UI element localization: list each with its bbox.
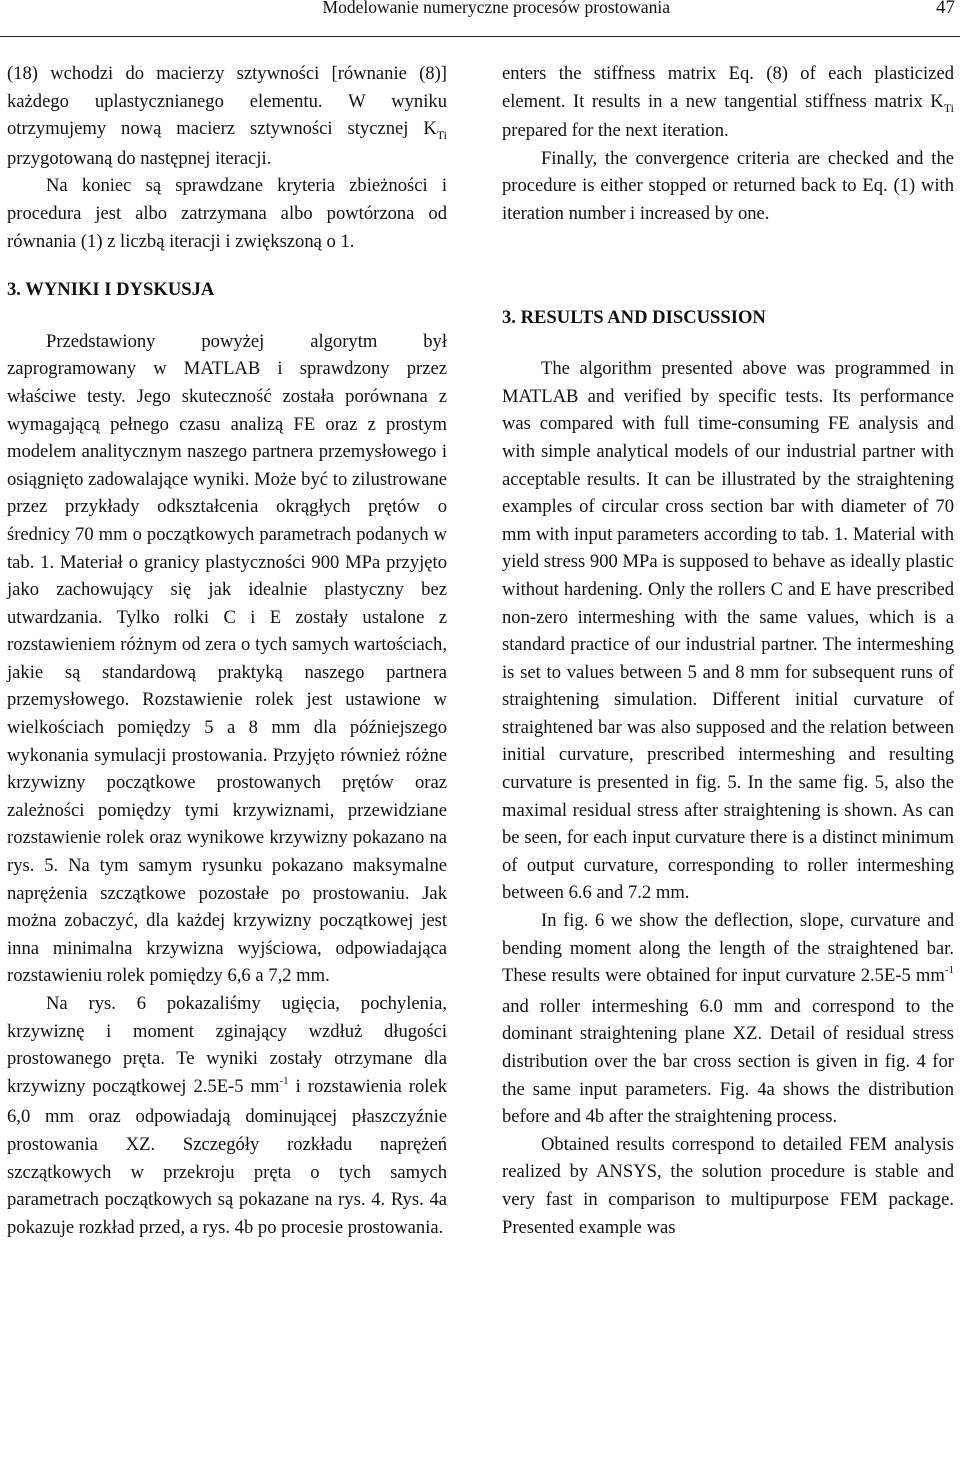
page-number: 47 (936, 0, 955, 18)
en-intro-p1-text-a: enters the stiffness matrix Eq. (8) of each plasticized element. It results in a new tangential stiffness matrix K (502, 63, 954, 112)
running-title: Modelowanie numeryczne procesów prostowania (322, 0, 670, 17)
pl-results-p2-text-b: i rozstawienia rolek 6,0 mm oraz odpowiadają dominującej płaszczyźnie prostowania XZ. Szczegóły rozkładu naprężeń szczątkowych w przekroju pręta o tych samych parametrach początkowych są pokazane na rys. 4. Rys. 4a pokazuje rozkład przed, a rys. 4b po procesie prostowania. (7, 1075, 447, 1238)
pl-results-p2-text-a: Na rys. 6 pokazaliśmy ugięcia, pochylenia, krzywiznę i moment zginający wzdłuż długości prostowanego pręta. Te wyniki zostały otrzymane dla krzywizny początkowej 2.5E-5 mm (7, 993, 447, 1097)
en-results-p2-text-a: In fig. 6 we show the deflection, slope, curvature and bending moment along the length of the straightened bar. These results were obtained for input curvature 2.5E-5 mm (502, 910, 954, 987)
en-section-heading: 3. RESULTS AND DISCUSSION (502, 306, 766, 328)
en-results-paragraph-1: The algorithm presented above was programmed in MATLAB and verified by specific tests. Its performance was compared with full time-consuming FE analysis and with simple analytical models of our industrial partner with acceptable results. It can be illustrated by the straightening examples of circular cross section bar with diameter of 70 mm with input parameters according to tab. 1. Material with yield stress 900 MPa is supposed to behave as ideally plastic without hardening. Only the rollers C and E have prescribed non-zero intermeshing with the same values, which is a standard practice of our industrial partner. The intermeshing is set to values between 5 and 8 mm for subsequent runs of straightening simulation. Different initial curvature of straightened bar was also supposed and the relation between initial curvature, prescribed intermeshing and resulting curvature is presented in fig. 5. In the same fig. 5, also the maximal residual stress after straightening is shown. As can be seen, for each input curvature there is a distinct minimum of output curvature, corresponding to roller intermeshing between 6.6 and 7.2 mm. (502, 358, 954, 904)
polish-column (7, 60, 447, 1241)
en-results-p2-text-b: and roller intermeshing 6.0 mm and correspond to the dominant straightening plane XZ. Detail of residual stress distribution over the bar cross section is given in fig. 4 for the same input parameters. Fig. 4a shows the distribution before and 4b after the straightening process. (502, 995, 954, 1128)
pl-section-heading: 3. WYNIKI I DYSKUSJA (7, 279, 215, 301)
en-intro-p1-text-b: prepared for the next iteration. (502, 120, 729, 142)
pl-intro-p1-text-a: (18) wchodzi do macierzy sztywności [równanie (8)] każdego uplastycznianego elementu. W wyniku otrzymujemy nową macierz sztywności stycznej K (7, 63, 447, 140)
pl-intro-paragraph-2: Na koniec są sprawdzane kryteria zbieżności i procedura jest albo zatrzymana albo powtórzona od równania (1) z liczbą iteracji i zwiększoną o 1. (7, 175, 447, 252)
pl-intro-p1-text-b: przygotowaną do następnej iteracji. (7, 147, 272, 169)
pl-intro-p1-subscript: Ti (436, 128, 447, 143)
page-header (0, 0, 960, 37)
pl-results-paragraph-1: Przedstawiony powyżej algorytm był zaprogramowany w MATLAB i sprawdzony przez właściwe testy. Jego skuteczność została porównana z wymagającą pełnego czasu analizą FE oraz z prostym modelem analitycznym naszego partnera przemysłowego i osiągnięto zadowalające wyniki. Może być to zilustrowane przez przykłady odkształcenia okrągłych prętów o średnicy 70 mm o początkowych parametrach podanych w tab. 1. Materiał o granicy plastyczności 900 MPa przyjęto jako zachowujący się jak idealnie plastyczny bez utwardzania. Tylko rolki C i E zostały ustalone z rozstawieniem różnym od zera o tych samych wartościach, jakie są standardową praktyką naszego partnera przemysłowego. Rozstawienie rolek jest ustawione w wielkościach pomiędzy 5 a 8 mm dla późniejszego wykonania symulacji prostowania. Przyjęto również różne krzywizny początkowe prostowanych prętów oraz zależności pomiędzy tymi krzywiznami, przewidziane rozstawienie rolek oraz wynikowe krzywizny pokazano na rys. 5. Na tym samym rysunku pokazano maksymalne naprężenia szczątkowe pozostałe po prostowaniu. Jak można zobaczyć, dla każdej krzywizny początkowej jest inna minimalna krzywizna wyjściowa, odpowiadająca rozstawieniu rolek pomiędzy 6,6 a 7,2 mm. (7, 330, 447, 987)
en-results-paragraph-3: Obtained results correspond to detailed FEM analysis realized by ANSYS, the solution procedure is stable and very fast in comparison to multipurpose FEM package. Presented example was (502, 1133, 954, 1238)
pl-intro-paragraph-1 (7, 60, 447, 172)
en-intro-paragraph-1 (502, 60, 954, 145)
en-intro-p1-subscript: Ti (943, 100, 954, 115)
en-results-paragraph-2 (502, 907, 954, 1131)
pl-results-p2-superscript: -1 (279, 1074, 289, 1087)
en-results-p2-superscript: -1 (944, 964, 954, 977)
en-intro-paragraph-2: Finally, the convergence criteria are checked and the procedure is either stopped or returned back to Eq. (1) with iteration number i increased by one. (502, 147, 954, 224)
pl-results-paragraph-2 (7, 990, 447, 1241)
english-column (502, 60, 954, 1241)
